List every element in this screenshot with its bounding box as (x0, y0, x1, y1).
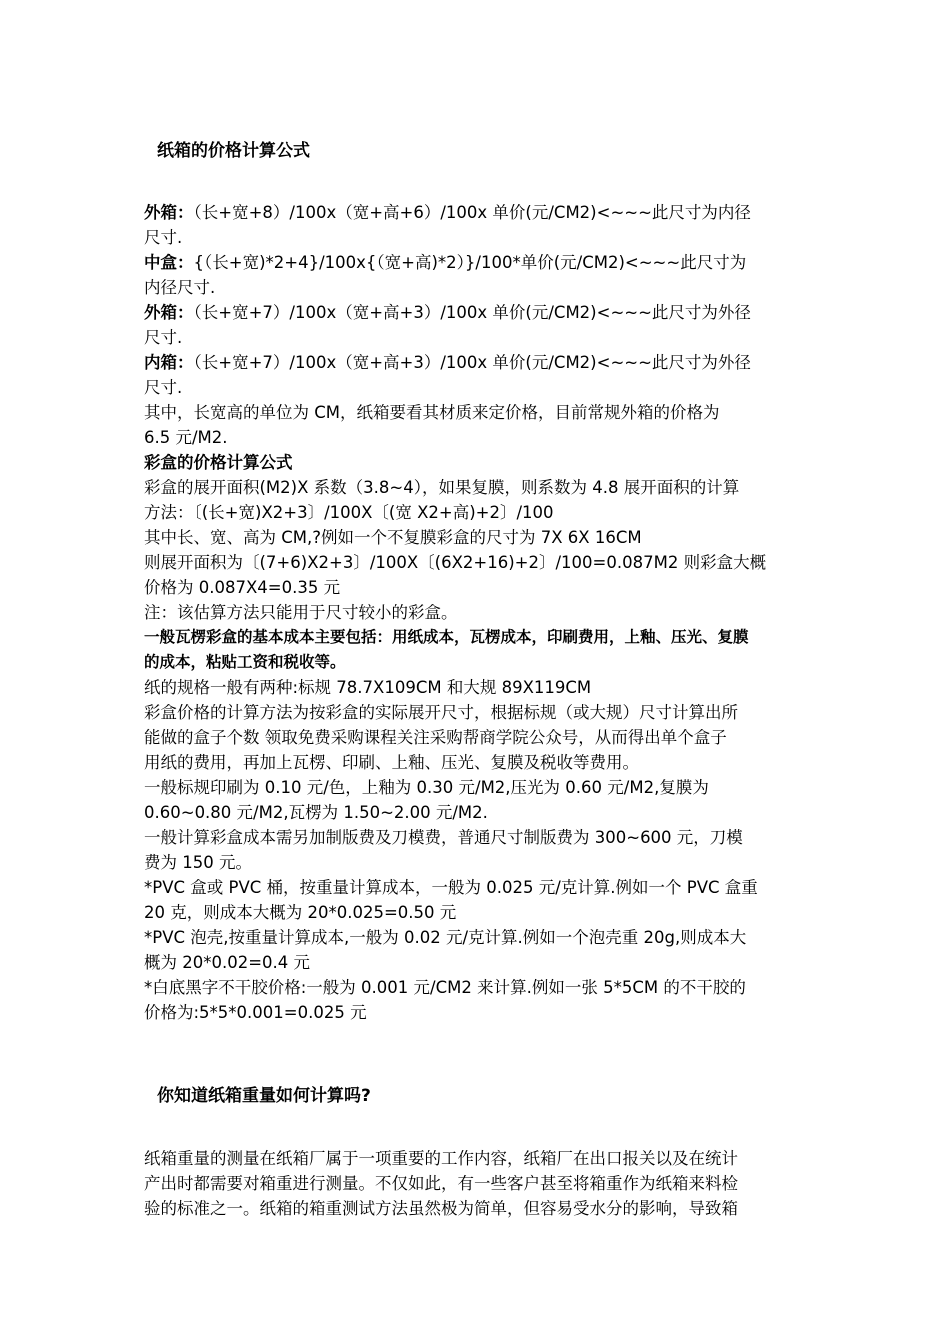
line-text: 6.5 元/M2. (144, 428, 228, 447)
line-text: 20 克，则成本大概为 20*0.025=0.50 元 (144, 903, 457, 922)
text-line (144, 425, 812, 450)
text-line (144, 850, 812, 875)
text-line (144, 550, 812, 575)
line-text: 其中长、宽、高为 CM,?例如一个不复膜彩盒的尺寸为 7X 6X 16CM (144, 528, 642, 547)
text-line (144, 925, 812, 950)
carton-price-body (144, 200, 812, 1025)
text-line (144, 225, 812, 250)
text-line (144, 700, 812, 725)
line-text: 费为 150 元。 (144, 853, 252, 872)
line-text: 0.60~0.80 元/M2,瓦楞为 1.50~2.00 元/M2. (144, 803, 488, 822)
text-line (144, 725, 812, 750)
line-label: 的成本，粘贴工资和税收等。 (144, 653, 346, 671)
line-label: 彩盒的价格计算公式 (144, 453, 293, 472)
line-text: 则展开面积为〔(7+6)X2+3〕/100X〔(6X2+16)+2〕/100=0.087M2 则彩盒大概 (144, 553, 767, 572)
line-label: 中盒： (144, 253, 194, 272)
text-line (144, 325, 812, 350)
section-heading-carton-weight: 你知道纸箱重量如何计算吗? (157, 1086, 371, 1106)
text-line: 产出时都需要对箱重进行测量。不仅如此，有一些客户甚至将箱重作为纸箱来料检 (144, 1174, 738, 1193)
line-text: 能做的盒子个数 领取免费采购课程关注采购帮商学院公众号，从而得出单个盒子 (144, 728, 727, 747)
text-line (144, 575, 812, 600)
line-text: 用纸的费用，再加上瓦楞、印刷、上釉、压光、复膜及税收等费用。 (144, 753, 639, 772)
line-text: 尺寸. (144, 228, 183, 247)
text-line (144, 900, 812, 925)
subheading-color-box-price (144, 450, 812, 475)
text-line (144, 200, 812, 225)
bold-cost-line (144, 650, 812, 675)
line-text: *PVC 盒或 PVC 桶，按重量计算成本，一般为 0.025 元/克计算.例如一个 PVC 盒重 (144, 878, 758, 897)
text-line (144, 500, 812, 525)
text-line (144, 525, 812, 550)
line-label: 内箱： (144, 353, 194, 372)
carton-weight-body (144, 1146, 812, 1221)
text-line (144, 875, 812, 900)
line-text: 价格为:5*5*0.001=0.025 元 (144, 1003, 367, 1022)
text-line (144, 300, 812, 325)
text-line (144, 250, 812, 275)
line-text: 价格为 0.087X4=0.35 元 (144, 578, 341, 597)
line-text: 方法：〔(长+宽)X2+3〕/100X〔(宽 X2+高)+2〕/100 (144, 503, 554, 522)
text-line (144, 675, 812, 700)
line-text: 其中，长宽高的单位为 CM，纸箱要看其材质来定价格，目前常规外箱的价格为 (144, 403, 720, 422)
line-label: 一般瓦楞彩盒的基本成本主要包括：用纸成本，瓦楞成本，印刷费用，上釉、压光、复膜 (144, 628, 749, 646)
line-text: （长+宽+8）/100x（宽+高+6）/100x 单价(元/CM2)<~~~此尺寸为内径 (193, 203, 751, 222)
line-text: 彩盒价格的计算方法为按彩盒的实际展开尺寸，根据标规（或大规）尺寸计算出所 (144, 703, 738, 722)
text-line (144, 975, 812, 1000)
text-line (144, 475, 812, 500)
section-heading-carton-price: 纸箱的价格计算公式 (157, 141, 310, 161)
text-line (144, 350, 812, 375)
line-text: （长+宽+7）/100x（宽+高+3）/100x 单价(元/CM2)<~~~此尺寸为外径 (193, 353, 751, 372)
line-text: 纸的规格一般有两种:标规 78.7X109CM 和大规 89X119CM (144, 678, 592, 697)
text-line (144, 750, 812, 775)
text-line (144, 375, 812, 400)
line-label: 外箱： (144, 203, 194, 222)
text-line (144, 600, 812, 625)
line-text: {（长+宽)*2+4}/100x{（宽+高)*2）}/100*单价(元/CM2)<~~~此尺寸为 (193, 253, 747, 272)
text-line: 验的标准之一。纸箱的箱重测试方法虽然极为简单，但容易受水分的影响，导致箱 (144, 1199, 738, 1218)
text-line (144, 950, 812, 975)
line-text: 彩盒的展开面积(M2)X 系数（3.8~4），如果复膜，则系数为 4.8 展开面积的计算 (144, 478, 740, 497)
bold-cost-line (144, 625, 812, 650)
text-line (144, 400, 812, 425)
text-line (144, 825, 812, 850)
text-line: 纸箱重量的测量在纸箱厂属于一项重要的工作内容，纸箱厂在出口报关以及在统计 (144, 1149, 738, 1168)
line-text: 一般标规印刷为 0.10 元/色，上釉为 0.30 元/M2,压光为 0.60 元/M2,复膜为 (144, 778, 709, 797)
line-text: *白底黑字不干胶价格:一般为 0.001 元/CM2 来计算.例如一张 5*5CM 的不干胶的 (144, 978, 746, 997)
line-text: （长+宽+7）/100x（宽+高+3）/100x 单价(元/CM2)<~~~此尺寸为外径 (193, 303, 751, 322)
line-text: 注：该估算方法只能用于尺寸较小的彩盒。 (144, 603, 458, 622)
line-text: 一般计算彩盒成本需另加制版费及刀模费，普通尺寸制版费为 300~600 元，刀模 (144, 828, 743, 847)
line-text: 概为 20*0.02=0.4 元 (144, 953, 311, 972)
text-line (144, 775, 812, 800)
text-line (144, 800, 812, 825)
text-line (144, 275, 812, 300)
line-text: 尺寸. (144, 378, 183, 397)
line-label: 外箱： (144, 303, 194, 322)
line-text: 尺寸. (144, 328, 183, 347)
line-text: 内径尺寸. (144, 278, 216, 297)
text-line (144, 1000, 812, 1025)
line-text: *PVC 泡壳,按重量计算成本,一般为 0.02 元/克计算.例如一个泡壳重 20g,则成本大 (144, 928, 747, 947)
